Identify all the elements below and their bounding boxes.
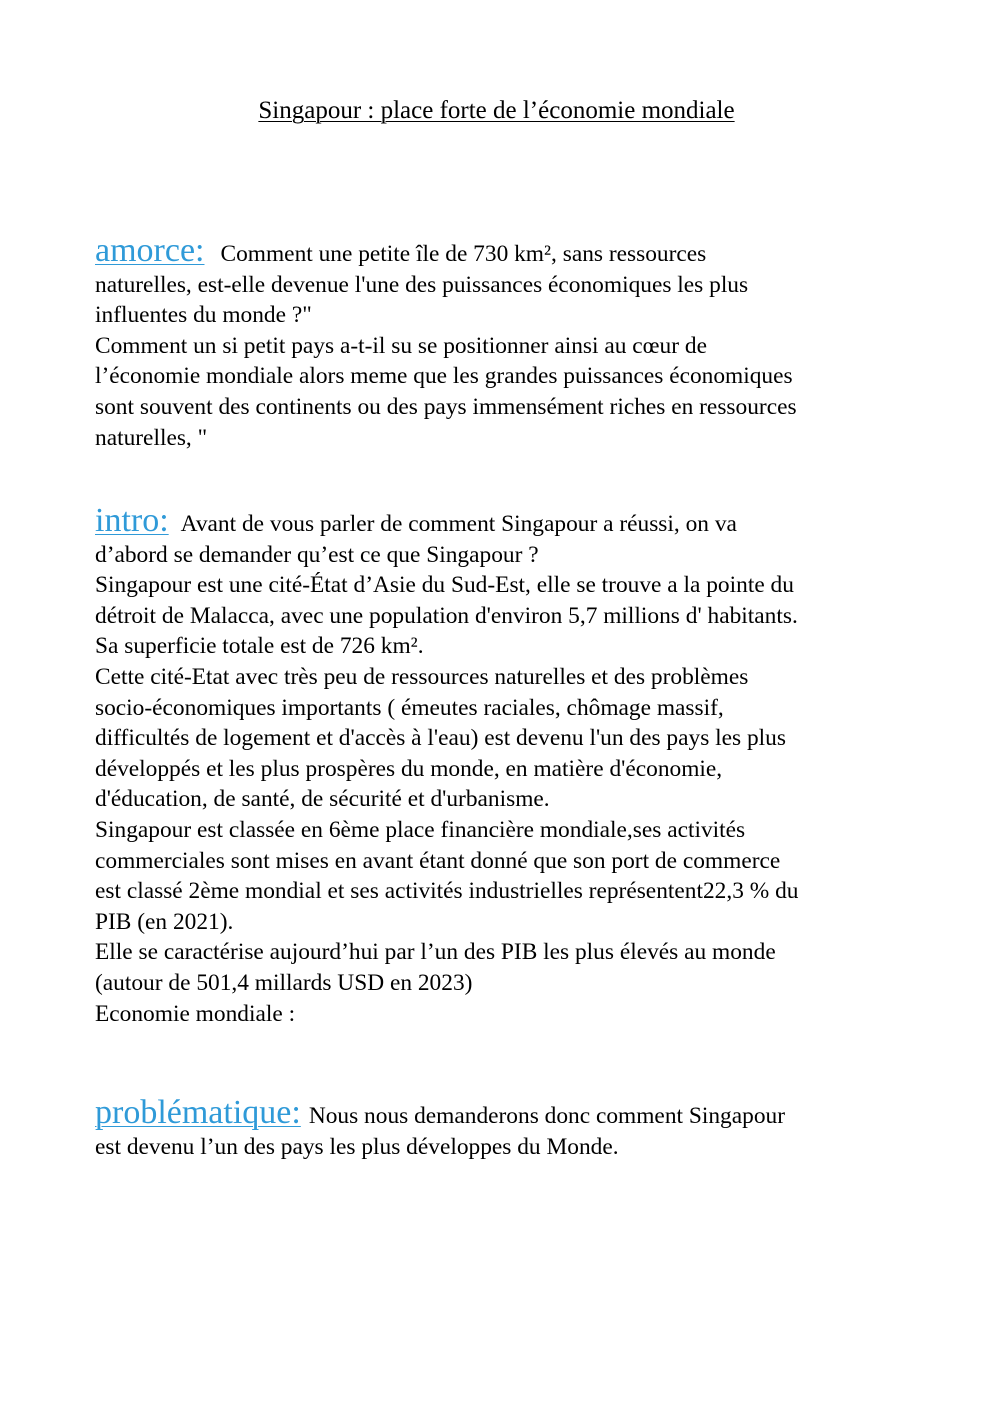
problematique-line: est devenu l’un des pays les plus développes du Monde.: [95, 1133, 619, 1160]
intro-line: Sa superficie totale est de 726 km².: [95, 633, 424, 660]
intro-line: Elle se caractérise aujourd’hui par l’un des PIB les plus élevés au monde: [95, 939, 776, 966]
intro-section: [95, 502, 910, 1029]
amorce-line: Comment un si petit pays a-t-il su se positionner ainsi au cœur de: [95, 332, 707, 359]
problematique-first-line: [95, 1094, 910, 1132]
amorce-line: naturelles, ": [95, 424, 208, 451]
amorce-line: influentes du monde ?": [95, 302, 312, 329]
intro-line: d’abord se demander qu’est ce que Singapour ?: [95, 541, 539, 568]
intro-line: commerciales sont mises en avant étant donné que son port de commerce: [95, 847, 781, 874]
amorce-first-line: [95, 232, 910, 270]
intro-line: Economie mondiale :: [95, 1000, 296, 1027]
intro-line: d'éducation, de santé, de sécurité et d'urbanisme.: [95, 786, 550, 813]
document-title: Singapour : place forte de l’économie mondiale: [258, 97, 735, 124]
intro-line: Cette cité-Etat avec très peu de ressources naturelles et des problèmes: [95, 663, 749, 690]
intro-first-line: [95, 502, 910, 540]
amorce-section: [95, 232, 910, 453]
intro-line: Singapour est une cité-État d’Asie du Sud-Est, elle se trouve a la pointe du: [95, 572, 794, 599]
intro-line: PIB (en 2021).: [95, 908, 234, 935]
intro-lead: Avant de vous parler de comment Singapour a réussi, on va: [180, 511, 737, 537]
intro-line: socio-économiques importants ( émeutes raciales, chômage massif,: [95, 694, 724, 721]
intro-line: est classé 2ème mondial et ses activités industrielles représentent22,3 % du: [95, 878, 799, 905]
amorce-line: naturelles, est-elle devenue l'une des puissances économiques les plus: [95, 271, 749, 298]
intro-line: détroit de Malacca, avec une population d'environ 5,7 millions d' habitants.: [95, 602, 798, 629]
problematique-lead: Nous nous demanderons donc comment Singapour: [308, 1103, 786, 1129]
problematique-section: [95, 1094, 910, 1162]
intro-line: difficultés de logement et d'accès à l'eau) est devenu l'un des pays les plus: [95, 725, 786, 752]
amorce-label: amorce:: [95, 232, 205, 269]
intro-line: développés et les plus prospères du monde, en matière d'économie,: [95, 755, 723, 782]
problematique-label: problématique:: [95, 1094, 301, 1131]
amorce-line: l’économie mondiale alors meme que les grandes puissances économiques: [95, 363, 793, 390]
intro-line: Singapour est classée en 6ème place financière mondiale,ses activités: [95, 816, 746, 843]
intro-label: intro:: [95, 502, 169, 539]
intro-line: (autour de 501,4 millards USD en 2023): [95, 969, 473, 996]
amorce-line: sont souvent des continents ou des pays immensément riches en ressources: [95, 393, 797, 420]
amorce-lead: Comment une petite île de 730 km², sans ressources: [220, 241, 707, 267]
